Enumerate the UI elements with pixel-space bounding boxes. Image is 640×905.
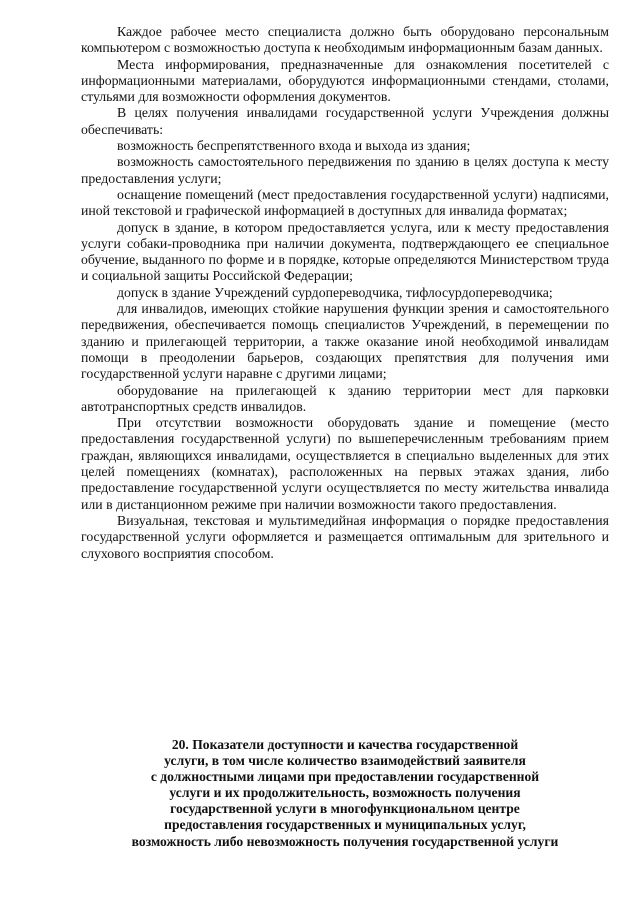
heading-line: возможность либо невозможность получения государственной услуги — [131, 833, 559, 849]
heading-line: с должностными лицами при предоставлении государственной — [150, 769, 540, 785]
paragraph-workplace-computer: Каждое рабочее место специалиста должно быть оборудовано персональным компьютером с возможностью доступа к необходимым информационным базам данных. — [81, 24, 609, 56]
heading-line: предоставления государственных и муниципальных услуг, — [164, 817, 526, 833]
heading-line: услуги, в том числе количество взаимодействий заявителя — [164, 753, 526, 769]
paragraph-disabled-requirements-intro: В целях получения инвалидами государственной услуги Учреждения должны обеспечивать: — [81, 105, 609, 137]
heading-line: государственной услуги в многофункциональном центре — [170, 801, 520, 817]
heading-line: услуги и их продолжительность, возможность получения — [169, 785, 521, 801]
paragraph-parking: оборудование на прилегающей к зданию территории мест для парковки автотранспортных средств инвалидов. — [81, 382, 609, 414]
paragraph-entrance-exit: возможность беспрепятственного входа и выхода из здания; — [117, 138, 471, 154]
paragraph-visual-information: Визуальная, текстовая и мультимедийная информация о порядке предоставления государственной услуги оформляется и размещается оптимальным для зрительного и слухового восприятия способом. — [81, 512, 609, 561]
paragraph-signage: оснащение помещений (мест предоставления государственной услуги) надписями, иной текстовой и графической информацией в доступных для инвалида форматах; — [81, 186, 609, 219]
section-heading-20 — [81, 737, 609, 850]
paragraph-alternative-premises: При отсутствии возможности оборудовать здание и помещение (место предоставления государственной услуги) по вышеперечисленным требованиям прием граждан, являющихся инвалидами, осуществляется в специально выделенных для этих целей помещениях (комнатах), расположенных на первых этажах здания, либо предоставление государственной услуги осуществляется по месту жительства инвалида или в дистанционном режиме при наличии возможности такого предоставления. — [81, 415, 609, 512]
paragraph-sign-interpreter: допуск в здание Учреждений сурдопереводчика, тифлосурдопереводчика; — [117, 284, 553, 300]
heading-line: 20. Показатели доступности и качества государственной — [171, 737, 519, 752]
body-text — [81, 24, 609, 562]
paragraph-guide-dog: допуск в здание, в котором предоставляется услуга, или к месту предоставления услуги собаки-проводника при наличии документа, подтверждающего ее специальное обучение, выданного по форме и в порядке, которые определяются Министерством труда и социальной защиты Российской Федерации; — [81, 219, 609, 284]
paragraph-assistance: для инвалидов, имеющих стойкие нарушения функции зрения и самостоятельного передвижения, обеспечивается помощь специалистов Учреждений, в перемещении по зданию и прилегающей территории, а также оказание иной необходимой инвалидам помощи в преодолении барьеров, создающих препятствия для получения ими государственной услуги наравне с другими лицами; — [81, 301, 609, 382]
paragraph-information-places: Места информирования, предназначенные для ознакомления посетителей с информационными материалами, оборудуются информационными стендами, столами, стульями для возможности оформления документов. — [81, 56, 609, 105]
paragraph-independent-movement: возможность самостоятельного передвижения по зданию в целях доступа к месту предоставления услуги; — [81, 154, 609, 186]
